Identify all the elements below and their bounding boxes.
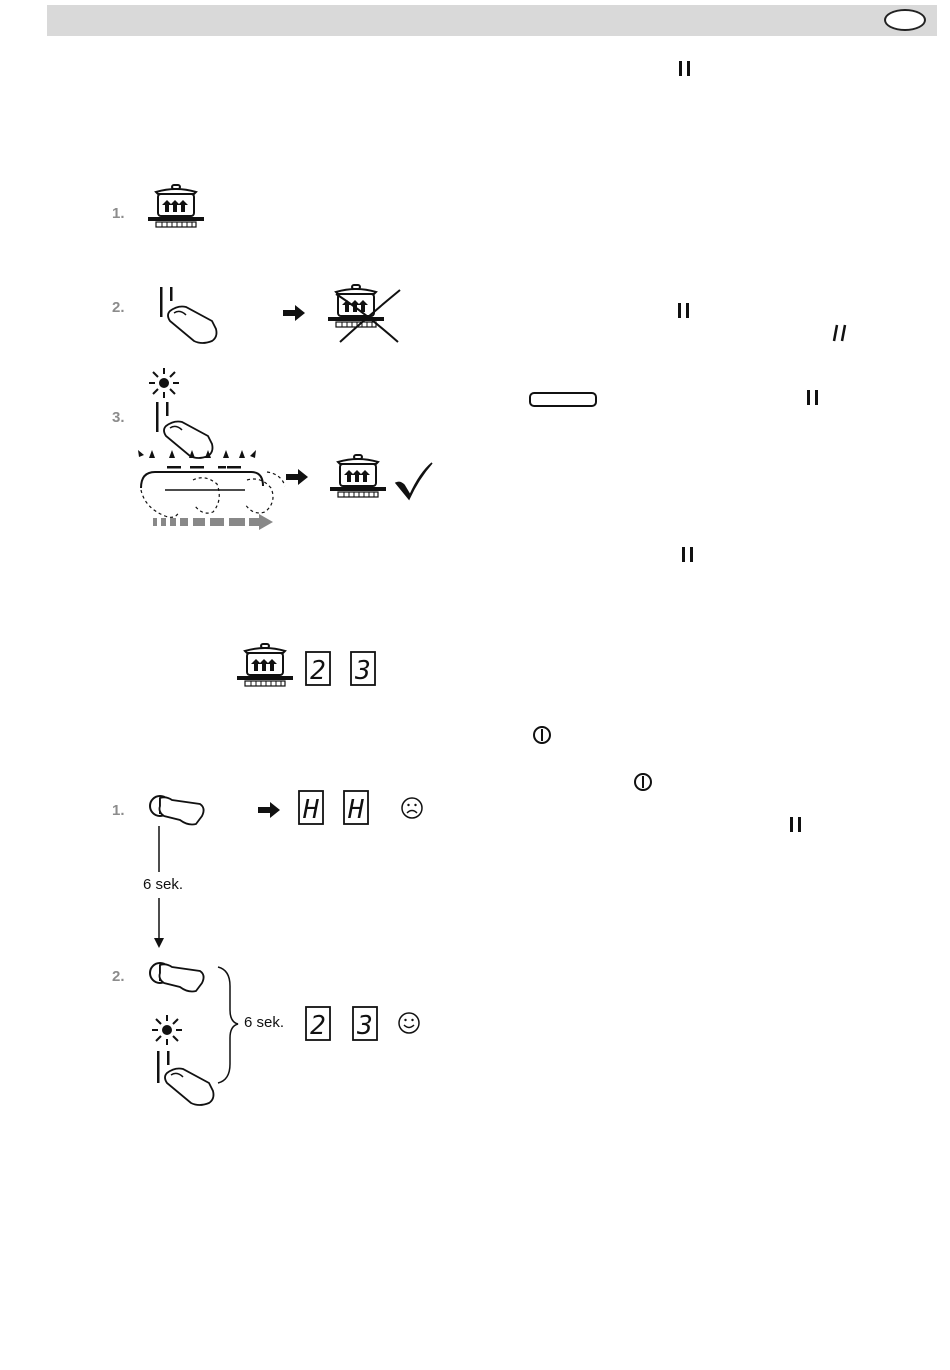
- pause-icon: [806, 389, 820, 407]
- display-digit: [305, 1006, 333, 1042]
- display-digit-text: 2: [310, 656, 326, 686]
- header-bar: [47, 5, 937, 36]
- step-number: 1.: [112, 802, 125, 819]
- display-digit-text: H: [303, 795, 319, 825]
- pot-on-hob-icon: [237, 643, 297, 691]
- pause-icon: [678, 60, 692, 78]
- power-icon: [532, 725, 552, 745]
- pause-icon: [681, 546, 695, 564]
- power-finger-icon: [150, 961, 212, 1001]
- step-number: 3.: [112, 409, 125, 426]
- blink-icon: [150, 1013, 184, 1047]
- pot-crossed-icon: [326, 282, 416, 348]
- pause-icon: [677, 302, 691, 320]
- display-digit: [350, 651, 378, 687]
- display-digit: [352, 1006, 380, 1042]
- display-digit-text: H: [348, 795, 364, 825]
- arrow-right-icon: [283, 305, 309, 321]
- slider-bar-icon: [529, 392, 597, 407]
- arrow-right-icon: [286, 469, 312, 485]
- pot-on-hob-icon: [154, 186, 214, 234]
- display-digit-text: 3: [357, 1011, 373, 1041]
- finger-press-icon: [157, 1051, 217, 1099]
- happy-face-icon: [397, 1011, 421, 1035]
- pot-on-hob-icon: [330, 454, 390, 506]
- display-digit-text: 3: [355, 656, 371, 686]
- language-badge: [884, 9, 926, 31]
- arrow-right-icon: [258, 802, 284, 818]
- power-icon: [633, 772, 653, 792]
- pause-italic-icon: [831, 322, 849, 344]
- timer-label: 6 sek.: [143, 876, 184, 893]
- timer-label: 6 sek.: [244, 1014, 285, 1031]
- finger-press-icon: [160, 287, 220, 343]
- display-digit-text: 2: [310, 1011, 326, 1041]
- slider-swipe-icon: [135, 450, 285, 532]
- step-number: 2.: [112, 299, 125, 316]
- blink-icon: [147, 366, 181, 400]
- pause-icon: [789, 816, 803, 834]
- brace-icon: [216, 966, 240, 1084]
- sad-face-icon: [400, 796, 424, 820]
- step-number: 1.: [112, 205, 125, 222]
- step-number: 2.: [112, 968, 125, 985]
- display-digit: [343, 790, 371, 826]
- checkmark-icon: [394, 461, 434, 501]
- display-digit: [298, 790, 326, 826]
- display-digit: [305, 651, 333, 687]
